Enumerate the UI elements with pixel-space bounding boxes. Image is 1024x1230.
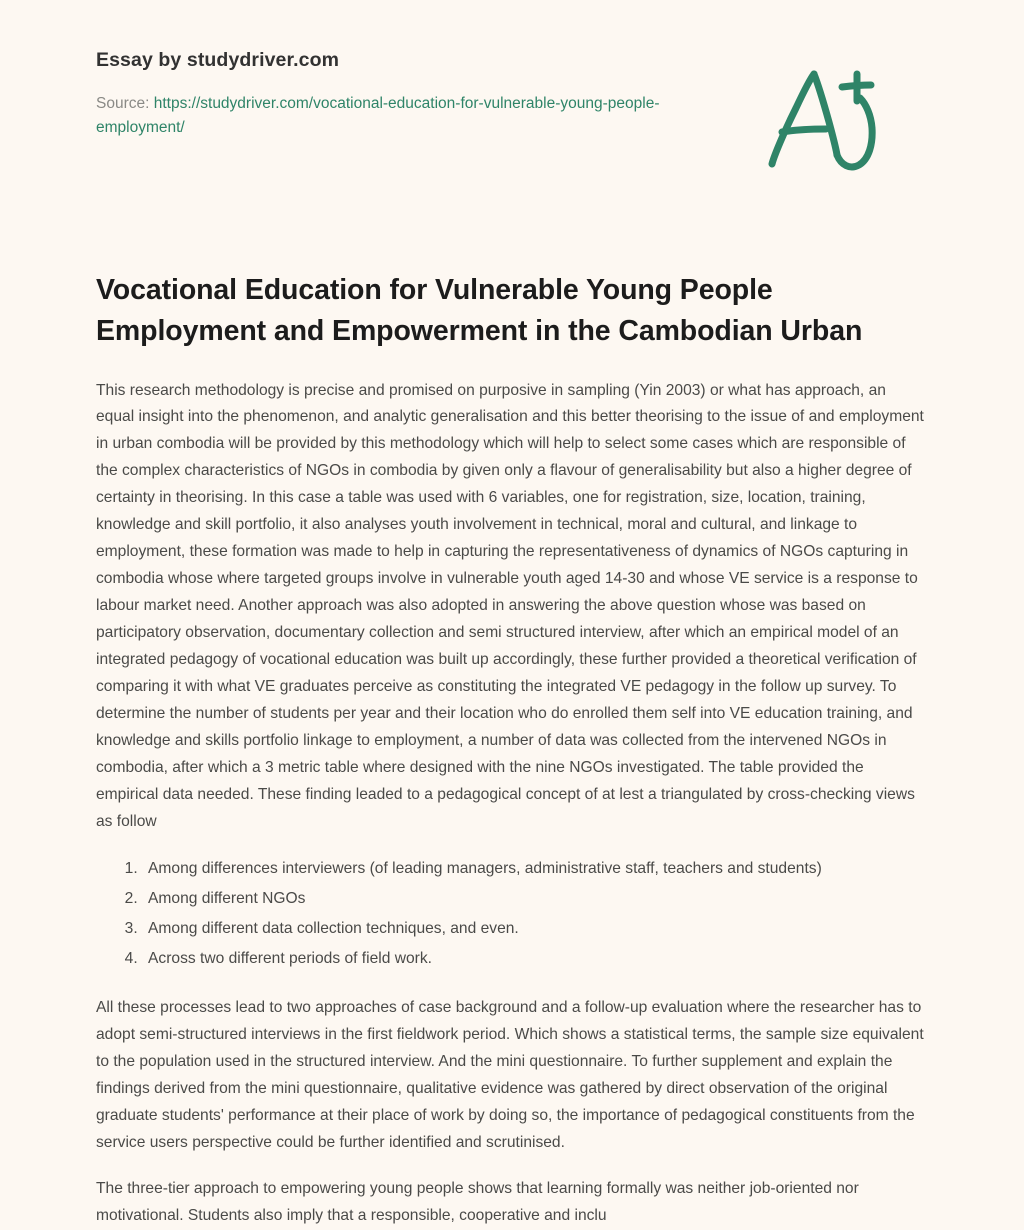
essay-body — [96, 352, 928, 1230]
list-item: 1. Among differences interviewers (of leading managers, administrative staff, teachers and students) — [142, 856, 928, 883]
paragraph-1: This research methodology is precise and promised on purposive in sampling (Yin 2003) or what has approach, an equal insight into the phenomenon, and analytic generalisation and this better theorising to the issue of and employment in urban combodia will be provided by this methodology which will help to select some cases which are responsible of the complex characteristics of NGOs in combodia by given only a flavour of generalisability but also a higher degree of certainty in theorising. In this case a table was used with 6 variables, one for registration, size, location, training, knowledge and skill portfolio, it also analyses youth involvement in technical, moral and cultural, and linkage to employment, these formation was made to help in capturing the representativeness of dynamics of NGOs capturing in combodia whose where targeted groups involve in vulnerable youth aged 14-30 and whose VE service is a response to labour market need. Another approach was also adopted in answering the above question whose was based on participatory observation, documentary collection and semi structured interview, after which an empirical model of an integrated pedagogy of vocational education was built up accordingly, these further provided a theoretical verification of comparing it with what VE graduates perceive as constituting the integrated VE pedagogy in the follow up survey. To determine the number of students per year and their location who do enrolled them self into VE education training, and knowledge and skills portfolio linkage to employment, a number of data was collected from the intervened NGOs in combodia, after which a 3 metric table where designed with the nine NGOs investigated. The table provided the empirical data needed. These finding leaded to a pedagogical concept of at lest a triangulated by cross-checking views as follow — [96, 381, 924, 830]
byline: Essay by studydriver.com — [96, 49, 340, 71]
source-label: Source: — [96, 95, 150, 113]
page-title: Vocational Education for Vulnerable Young People Employment and Empowerment in the Cambodian Urban — [96, 274, 863, 347]
page-header — [96, 0, 928, 188]
list-item: 2. Among different NGOs — [142, 886, 928, 913]
source-line — [96, 92, 736, 140]
list-item: 3. Among different data collection techniques, and even. — [142, 916, 928, 943]
a-plus-logo-icon — [758, 60, 890, 180]
paragraph-2: All these processes lead to two approaches of case background and a follow-up evaluation where the researcher has to adopt semi-structured interviews in the first fieldwork period. Which shows a statistical terms, the sample size equivalent to the population used in the structured interview. And the mini questionnaire. To further supplement and explain the findings derived from the mini questionnaire, qualitative evidence was gathered by direct observation of the original graduate students' performance at their place of work by doing so, the importance of pedagogical constituents from the service users perspective could be further identified and scrutinised. — [96, 998, 924, 1151]
list-item: 4. Across two different periods of field work. — [142, 946, 928, 973]
source-url-link[interactable]: https://studydriver.com/vocational-education-for-vulnerable-young-people-employment/ — [96, 95, 660, 137]
paragraph-3: The three-tier approach to empowering young people shows that learning formally was neither job-oriented nor motivational. Students also imply that a responsible, cooperative and inclu — [96, 1179, 859, 1224]
triangulation-list — [96, 856, 928, 973]
